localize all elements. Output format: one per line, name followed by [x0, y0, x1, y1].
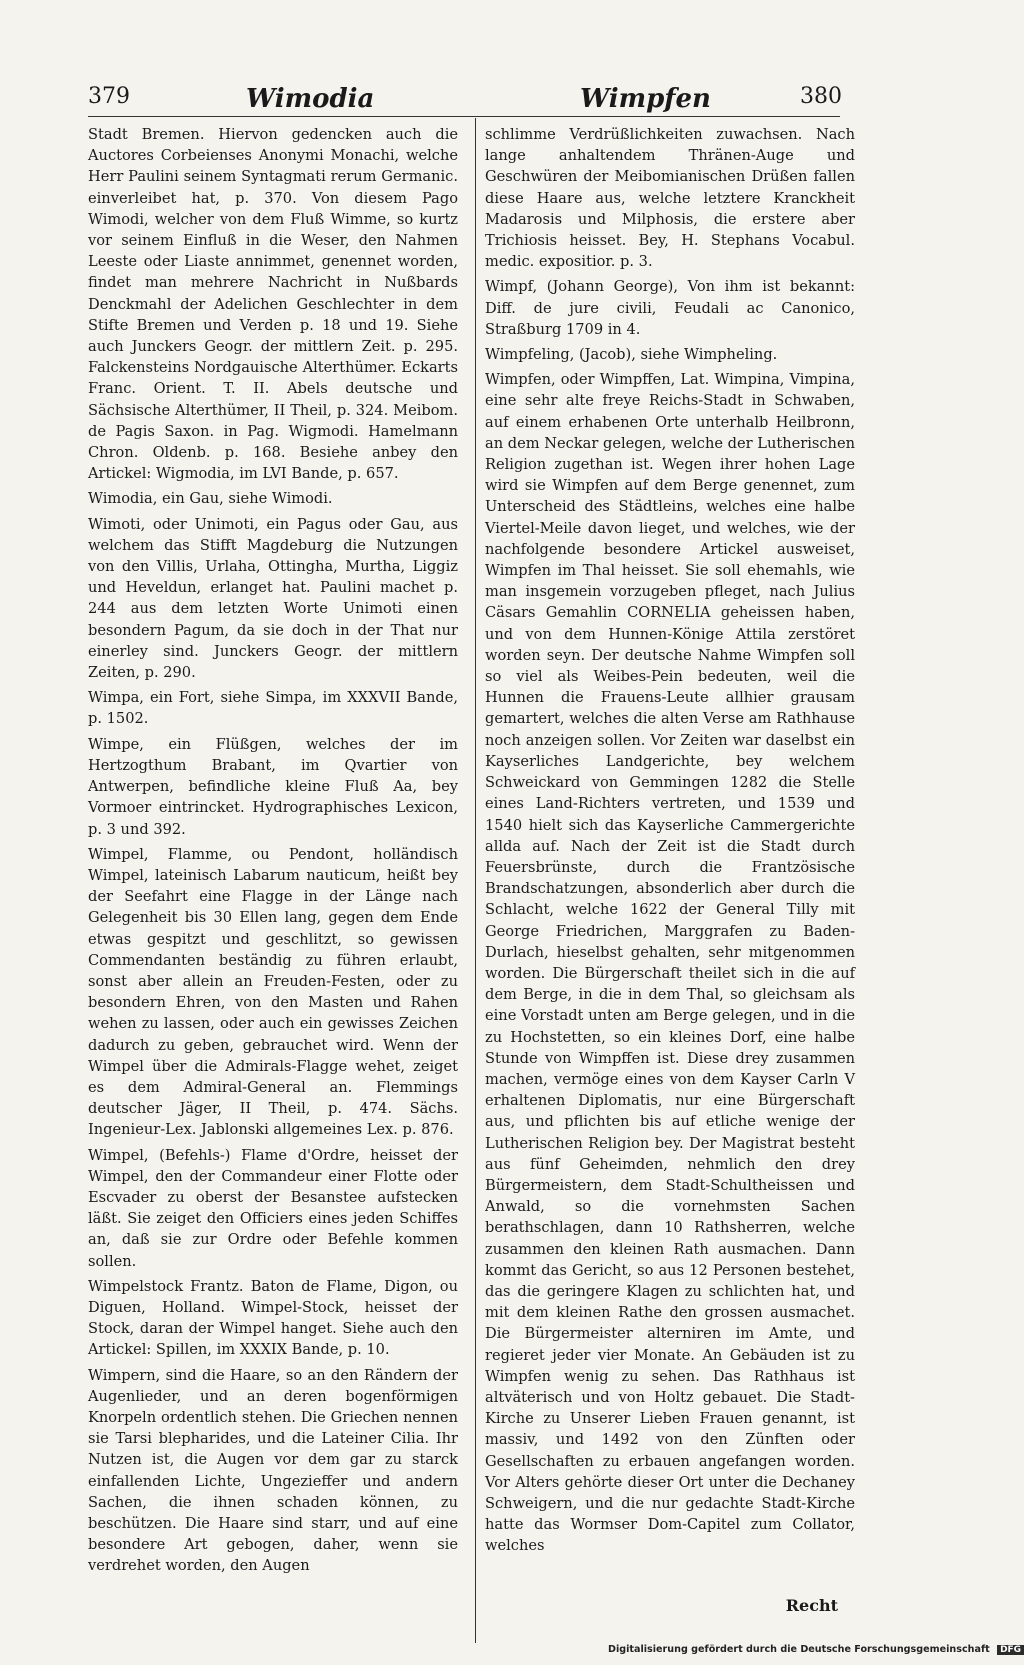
right-page-number: 380 [800, 84, 842, 109]
dfg-logo: DFG [997, 1645, 1024, 1655]
left-page-number: 379 [88, 84, 130, 109]
entry-wimoti: Wimoti, oder Unimoti, ein Pagus oder Gau, aus welchem das Stifft Magdeburg die Nutzungen von den Villis, Urlaha, Ottingha, Murtha, Liggiz und Heveldun, erlanget hat. Paulini machet p. 244 aus dem letzten Worte Unimoti einen besondern Pagum, da sie doch in der That nur einerley sind. Junckers Geogr. der mittlern Zeiten, p. 290. [88, 515, 458, 682]
right-running-keyword: Wimpfen [580, 84, 711, 114]
entry-wimpel: Wimpel, Flamme, ou Pendont, holländisch Wimpel, lateinisch Labarum nauticum, heißt bey der Seefahrt eine Flagge in der Länge nach Gelegenheit bis 30 Ellen lang, gegen dem Ende etwas gespitzt und geschlitzt, so gewissen Commendanten beständig zu führen erlaubt, sonst aber allein an Freuden-Festen, oder zu besondern Ehren, von den Masten und Rahen wehen zu lassen, oder auch ein gewisses Zeichen dadurch zu geben, gebrauchet wird. Wenn der Wimpel über die Admirals-Flagge wehet, zeiget es dem Admiral-General an. Flemmings deutscher Jäger, II Theil, p. 474. Sächs. Ingenieur-Lex. Jablonski allgemeines Lex. p. 876. [88, 845, 458, 1139]
running-header [88, 84, 840, 118]
footer-text: Digitalisierung gefördert durch die Deutsche Forschungsgemeinschaft [608, 1644, 990, 1655]
footer-credit [608, 1644, 1022, 1660]
entry-wimodia: Wimodia, ein Gau, siehe Wimodi. [88, 490, 333, 508]
left-column [88, 124, 458, 1580]
entry-wimpelstock: Wimpelstock Frantz. Baton de Flame, Digon, ou Diguen, Holland. Wimpel-Stock, heisset der Stock, daran der Wimpel hanget. Siehe auch den Artickel: Spillen, im XXXIX Bande, p. 10. [88, 1277, 458, 1359]
entry-wimpf: Wimpf, (Johann George), Von ihm ist bekannt: Diff. de jure civili, Feudali ac Canonico, Straßburg 1709 in 4. [485, 278, 855, 338]
entry-wimpel-befehls: Wimpel, (Befehls-) Flame d'Ordre, heisset der Wimpel, den der Commandeur einer Flotte oder Escvader zu oberst der Besanstee aufstecken läßt. Sie zeiget den Officiers eines jeden Schiffes an, daß sie zur Ordre oder Befehle kommen sollen. [88, 1146, 458, 1270]
entry-wimpern: Wimpern, sind die Haare, so an den Rändern der Augenlieder, und an deren bogenförmigen Knorpeln ordentlich stehen. Die Griechen nennen sie Tarsi blepharides, und die Lateiner Cilia. Ihr Nutzen ist, die Augen vor dem gar zu starck einfallenden Lichte, Ungezieffer und andern Sachen, die ihnen schaden können, zu beschützen. Die Haare sind starr, und auf eine besondere Art gebogen, daher, wenn sie verdrehet worden, den Augen [88, 1366, 458, 1575]
entry-wimpe: Wimpe, ein Flüßgen, welches der im Hertzogthum Brabant, im Qvartier von Antwerpen, befindliche kleine Fluß Aa, bey Vormoer eintrincket. Hydrographisches Lexicon, p. 3 und 392. [88, 735, 458, 838]
entry-wimpfen: Wimpfen, oder Wimpffen, Lat. Wimpina, Vimpina, eine sehr alte freye Reichs-Stadt in Schwaben, auf einem erhabenen Orte unterhalb Heilbronn, an dem Neckar gelegen, welche der Lutherischen Religion zugethan ist. Wegen ihrer hohen Lage wird sie Wimpfen auf dem Berge genennet, zum Unterscheid des Städtleins, welches eine halbe Viertel-Meile davon lieget, und welches, wie der nachfolgende besondere Artickel ausweiset, Wimpfen im Thal heisset. Sie soll ehemahls, wie man insgemein vorzugeben pfleget, nach Julius Cäsars Gemahlin CORNELIA geheissen haben, und von dem Hunnen-Könige Attila zerstöret worden seyn. Der deutsche Nahme Wimpfen soll so viel als Weibes-Pein bedeuten, weil die Hunnen die Frauens-Leute allhier grausam gemartert, welches die alten Verse am Rathhause noch anzeigen sollen. Vor Zeiten war daselbst ein Kayserliches Landgerichte, bey welchem Schweickard von Gemmingen 1282 die Stelle eines Land-Richters vertreten, und 1539 und 1540 hielt sich das Kayserliche Cammergerichte allda auf. Nach der Zeit ist die Stadt durch Feuersbrünste, durch die Frantzösische Brandschatzungen, absonderlich aber durch die Schlacht, welche 1622 der General Tilly mit George Friedrichen, Marggrafen zu Baden-Durlach, hieselbst gehalten, sehr mitgenommen worden. Die Bürgerschaft theilet sich in die auf dem Berge, in die in dem Thal, so gleichsam als eine Vorstadt unten am Berge gelegen, und in die zu Hochstetten, so ein kleines Dorf, eine halbe Stunde von Wimpffen ist. Diese drey zusammen machen, vermöge eines von dem Kayser Carln V erhaltenen Diplomatis, nur eine Bürgerschaft aus, und pflichten bis auf etliche wenige der Lutherischen Religion bey. Der Magistrat besteht aus fünf Geheimden, nehmlich den drey Bürgermeistern, dem Stadt-Schultheissen und Anwald, so die vornehmsten Sachen berathschlagen, dann 10 Rathsherren, welche zusammen den kleinen Rath ausmachen. Dann kommt das Gericht, so aus 12 Personen bestehet, das die geringere Klagen zu schlichten hat, und mit dem kleinen Rathe den grossen ausmachet. Die Bürgermeister alterniren im Amte, und regieret jeder vier Monate. An Gebäuden ist zu Wimpfen wenig zu sehen. Das Rathhaus ist altväterisch und von Holtz gebauet. Die Stadt-Kirche zu Unserer Lieben Frauen genannt, ist massiv, und 1492 von den Zünften oder Gesellschaften zu erbauen angefangen worden. Vor Alters gehörte dieser Ort unter die Dechaney Schweigern, und die nur gedachte Stadt-Kirche hatte das Wormser Dom-Capitel zum Collator, welches [485, 371, 855, 1555]
entry-wimpfeling: Wimpfeling, (Jacob), siehe Wimpheling. [485, 346, 778, 364]
catchword: Recht [785, 1596, 838, 1615]
paragraph: schlimme Verdrüßlichkeiten zuwachsen. Nach lange anhaltendem Thränen-Auge und Geschwüren der Meibomianischen Drüßen fallen diese Haare aus, welche letztere Kranckheit Madarosis und Milphosis, die erstere aber Trichiosis heisset. Bey, H. Stephans Vocabul. medic. expositior. p. 3. [485, 126, 855, 271]
paragraph: Stadt Bremen. Hiervon gedencken auch die Auctores Corbeienses Anonymi Monachi, welche Herr Paulini seinem Syntagmati rerum Germanic. einverleibet hat, p. 370. Von diesem Pago Wimodi, welcher von dem Fluß Wimme, so kurtz vor seinem Einfluß in die Weser, den Nahmen Leeste oder Liaste annimmet, genennet worden, findet man mehrere Nachricht in Nußbards Denckmahl der Adelichen Geschlechter in dem Stifte Bremen und Verden p. 18 und 19. Siehe auch Junckers Geogr. der mittlern Zeit. p. 295. Falckensteins Nordgauische Alterthümer. Eckarts Franc. Orient. T. II. Abels deutsche und Sächsische Alterthümer, II Theil, p. 324. Meibom. de Pagis Saxon. in Pag. Wigmodi. Hamelmann Chron. Oldenb. p. 168. Besiehe anbey den Artickel: Wigmodia, im LVI Bande, p. 657. [88, 126, 458, 483]
entry-wimpa: Wimpa, ein Fort, siehe Simpa, im XXXVII Bande, p. 1502. [88, 689, 458, 728]
right-column [485, 124, 855, 1560]
header-rule [88, 116, 840, 117]
left-running-keyword: Wimodia [246, 84, 375, 114]
column-divider [475, 118, 476, 1643]
